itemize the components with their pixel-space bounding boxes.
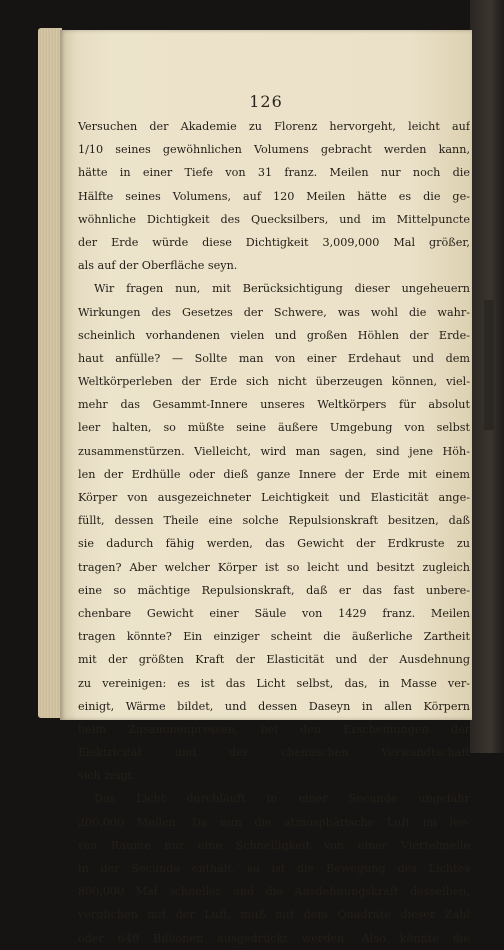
text-line: ren Raume nur eine Schnelligkeit von einer Viertelmeile — [78, 838, 470, 852]
text-line: Wir fragen nun, mit Berücksichtigung dieser ungeheuern — [94, 282, 470, 296]
text-line: füllt, dessen Theile eine solche Repulsionskraft besitzen, daß — [78, 514, 470, 528]
text-line: der Erde würde diese Dichtigkeit 3,009,000 Mal größer, — [78, 235, 470, 249]
text-line: chenbare Gewicht einer Säule von 1429 franz. Meilen — [78, 606, 470, 620]
text-line: einigt, Wärme bildet, und dessen Daseyn in allen Körpern — [78, 699, 470, 713]
text-line: haut anfülle? — Sollte man von einer Erdehaut und dem — [78, 351, 470, 365]
text-line: Hälfte seines Volumens, auf 120 Meilen hätte es die ge- — [78, 189, 470, 203]
text-line: 1/10 seines gewöhnlichen Volumens gebracht werden kann, — [78, 143, 470, 157]
page-stack-edge — [38, 28, 62, 718]
text-line: tragen könnte? Ein einziger scheint die äußerliche Zartheit — [78, 630, 470, 644]
text-line: Versuchen der Akademie zu Florenz hervorgeht, leicht auf — [78, 120, 470, 133]
text-line: hätte in einer Tiefe von 31 franz. Meilen nur noch die — [78, 166, 470, 180]
text-line: Wirkungen des Gesetzes der Schwere, was wohl die wahr- — [78, 305, 470, 319]
text-line: 200,000 Meilen. Da nun die atmosphärische Luft im lee- — [78, 815, 470, 829]
text-line: zusammenstürzen. Vielleicht, wird man sagen, sind jene Höh- — [78, 444, 470, 458]
text-line: als auf der Oberfläche seyn. — [78, 259, 238, 273]
text-line: 800,000 Mal schneller und die Ausdehnungskraft desselben, — [78, 885, 470, 899]
text-line: Weltkörperleben der Erde sich nicht überzeugen können, viel- — [78, 375, 470, 389]
page-number: 126 — [249, 92, 283, 111]
text-line: leer halten, so müßte seine äußere Umgebung von selbst — [78, 421, 470, 435]
text-line: sich zeigt. — [78, 769, 136, 783]
text-line: sie dadurch fähig werden, das Gewicht der Erdkruste zu — [78, 537, 470, 551]
bookmark-strip — [484, 300, 494, 430]
text-line: scheinlich vorhandenen vielen und großen Höhlen der Erde- — [78, 328, 470, 342]
text-line: Das Licht durchläuft in einer Secunde ungefähr — [94, 792, 470, 806]
page-text — [78, 115, 470, 950]
text-line: verglichen mit der Luft, muß mit dem Quadrate dieser Zahl — [78, 908, 470, 922]
text-line: mit der größten Kraft der Elasticität und der Ausdehnung — [78, 653, 470, 667]
text-line: eine so mächtige Repulsionskraft, daß er das fast unbere- — [78, 583, 470, 597]
text-line: oder 640 Billionen ausgedrückt werden. Also könnte die — [78, 931, 470, 945]
text-line: zu vereinigen: es ist das Licht selbst, das, in Masse ver- — [78, 676, 470, 690]
text-line: wöhnliche Dichtigkeit des Quecksilbers, und im Mittelpuncte — [78, 212, 470, 226]
text-line: mehr das Gesammt-Innere unseres Weltkörpers für absolut — [78, 398, 470, 412]
text-line: Elektricität und der chemischen Verwandtschaft — [78, 746, 470, 760]
text-line: tragen? Aber welcher Körper ist so leicht und besitzt zugleich — [78, 560, 470, 574]
text-line: Körper von ausgezeichneter Leichtigkeit und Elasticität ange- — [78, 491, 470, 504]
text-line: len der Erdhülle oder dieß ganze Innere der Erde mit einem — [78, 467, 470, 481]
text-line: in der Secunde enthält, so ist die Bewegung des Lichtes — [78, 862, 470, 875]
text-line: beim Zusammenpressen, bei den Erscheinungen der — [78, 722, 470, 736]
